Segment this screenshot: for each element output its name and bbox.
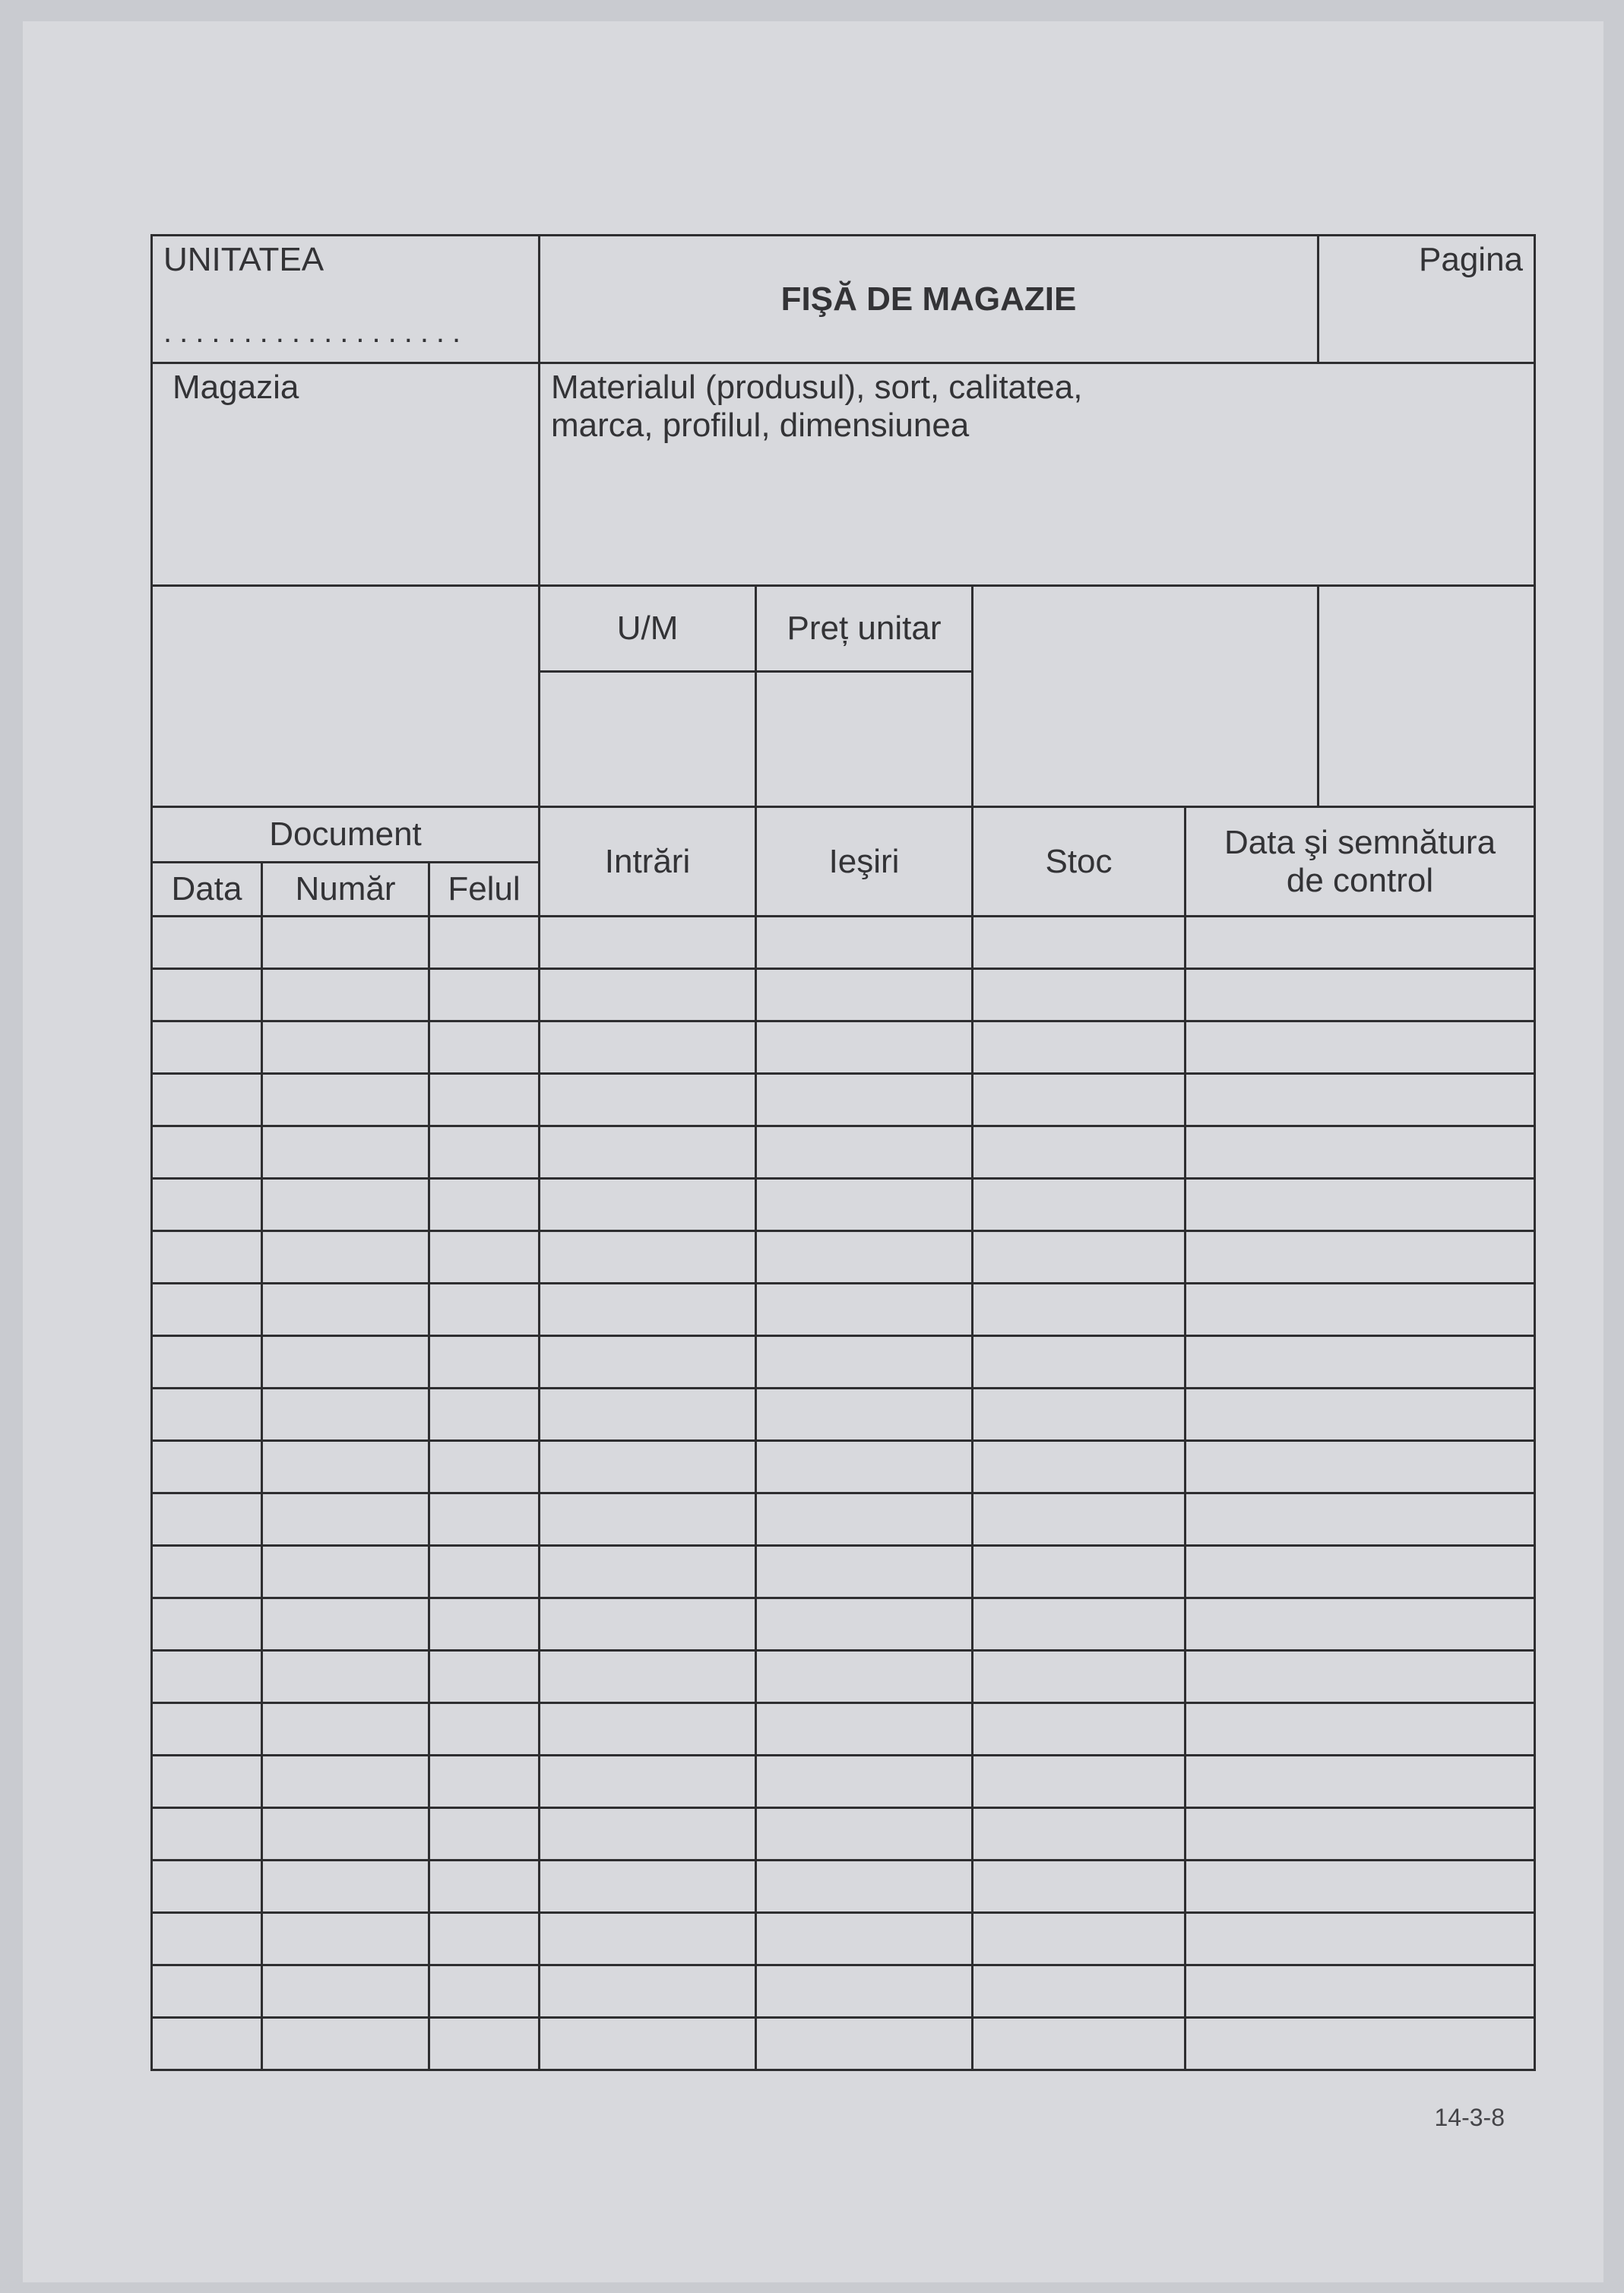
entry-number-cell[interactable] — [262, 1231, 429, 1284]
entry-stock-cell[interactable] — [973, 1546, 1186, 1598]
document-header: Document — [152, 807, 540, 863]
entry-out-cell[interactable] — [756, 1441, 973, 1493]
table-row — [152, 1126, 1535, 1179]
blank-cell-middle[interactable] — [973, 586, 1319, 807]
unit-cell[interactable] — [152, 236, 540, 363]
table-row — [152, 1546, 1535, 1598]
entry-type-cell[interactable] — [429, 1651, 540, 1703]
entry-number-cell[interactable] — [262, 1913, 429, 1965]
entry-stock-cell[interactable] — [973, 1074, 1186, 1126]
control-label-line2: de control — [1286, 861, 1434, 899]
entry-stock-cell[interactable] — [973, 1913, 1186, 1965]
entry-number-cell[interactable] — [262, 1074, 429, 1126]
warehouse-label: Magazia — [173, 369, 299, 406]
entry-type-cell[interactable] — [429, 1231, 540, 1284]
entry-in-cell[interactable] — [540, 1861, 756, 1913]
entry-out-cell[interactable] — [756, 1493, 973, 1546]
entry-type-cell[interactable] — [429, 1493, 540, 1546]
entry-date-cell[interactable] — [152, 2018, 262, 2070]
entry-control-cell[interactable] — [1186, 2018, 1535, 2070]
entry-date-cell[interactable] — [152, 1493, 262, 1546]
entry-stock-cell[interactable] — [973, 1179, 1186, 1231]
entry-stock-cell[interactable] — [973, 1231, 1186, 1284]
table-row — [152, 1861, 1535, 1913]
entry-stock-cell[interactable] — [973, 917, 1186, 969]
entry-type-cell[interactable] — [429, 917, 540, 969]
entry-out-cell[interactable] — [756, 1913, 973, 1965]
entry-in-cell[interactable] — [540, 2018, 756, 2070]
entry-date-cell[interactable] — [152, 1021, 262, 1074]
entry-in-cell[interactable] — [540, 1074, 756, 1126]
entry-control-cell[interactable] — [1186, 1284, 1535, 1336]
entry-type-cell[interactable] — [429, 2018, 540, 2070]
entry-number-cell[interactable] — [262, 1493, 429, 1546]
table-row — [152, 1284, 1535, 1336]
unit-price-value[interactable] — [756, 672, 973, 807]
entry-stock-cell[interactable] — [973, 2018, 1186, 2070]
table-row — [152, 1808, 1535, 1861]
entry-control-cell[interactable] — [1186, 969, 1535, 1021]
paper-sheet — [23, 21, 1603, 2282]
entry-number-cell[interactable] — [262, 1598, 429, 1651]
entry-date-cell[interactable] — [152, 1703, 262, 1756]
entry-type-cell[interactable] — [429, 1756, 540, 1808]
entry-control-cell[interactable] — [1186, 1493, 1535, 1546]
entry-date-cell[interactable] — [152, 1441, 262, 1493]
entry-in-cell[interactable] — [540, 1546, 756, 1598]
entry-stock-cell[interactable] — [973, 1965, 1186, 2018]
entry-stock-cell[interactable] — [973, 969, 1186, 1021]
entry-number-cell[interactable] — [262, 1703, 429, 1756]
entry-out-cell[interactable] — [756, 1389, 973, 1441]
entry-type-cell[interactable] — [429, 1913, 540, 1965]
table-row — [152, 1651, 1535, 1703]
entry-in-cell[interactable] — [540, 1336, 756, 1389]
out-header: Ieşiri — [756, 807, 973, 917]
entry-number-cell[interactable] — [262, 1861, 429, 1913]
entry-type-cell[interactable] — [429, 1126, 540, 1179]
entry-date-cell[interactable] — [152, 1389, 262, 1441]
form-title: FIŞĂ DE MAGAZIE — [540, 236, 1319, 363]
material-label-line2: marca, profilul, dimensiunea — [551, 407, 970, 444]
entry-out-cell[interactable] — [756, 1074, 973, 1126]
entry-type-cell[interactable] — [429, 1441, 540, 1493]
entry-number-cell[interactable] — [262, 1808, 429, 1861]
entry-control-cell[interactable] — [1186, 1074, 1535, 1126]
entry-number-cell[interactable] — [262, 1126, 429, 1179]
entry-in-cell[interactable] — [540, 969, 756, 1021]
entry-number-cell[interactable] — [262, 1441, 429, 1493]
blank-cell-left[interactable] — [152, 586, 540, 807]
entry-type-cell[interactable] — [429, 1861, 540, 1913]
entry-out-cell[interactable] — [756, 1808, 973, 1861]
entry-number-cell[interactable] — [262, 917, 429, 969]
entry-in-cell[interactable] — [540, 1598, 756, 1651]
table-row — [152, 1598, 1535, 1651]
entry-number-cell[interactable] — [262, 1179, 429, 1231]
entry-out-cell[interactable] — [756, 1598, 973, 1651]
entry-date-cell[interactable] — [152, 917, 262, 969]
entry-in-cell[interactable] — [540, 1389, 756, 1441]
entry-type-cell[interactable] — [429, 1074, 540, 1126]
entry-stock-cell[interactable] — [973, 1441, 1186, 1493]
entry-type-cell[interactable] — [429, 1336, 540, 1389]
entry-type-cell[interactable] — [429, 1703, 540, 1756]
entry-in-cell[interactable] — [540, 1913, 756, 1965]
entry-out-cell[interactable] — [756, 1284, 973, 1336]
table-row — [152, 1021, 1535, 1074]
entry-date-cell[interactable] — [152, 1336, 262, 1389]
entry-in-cell[interactable] — [540, 1231, 756, 1284]
entry-number-cell[interactable] — [262, 1389, 429, 1441]
entry-in-cell[interactable] — [540, 1808, 756, 1861]
table-row — [152, 1179, 1535, 1231]
entry-number-cell[interactable] — [262, 2018, 429, 2070]
entry-type-cell[interactable] — [429, 1284, 540, 1336]
warehouse-cell[interactable] — [152, 363, 540, 586]
entry-in-cell[interactable] — [540, 1493, 756, 1546]
entry-date-cell[interactable] — [152, 1756, 262, 1808]
entry-stock-cell[interactable] — [973, 1598, 1186, 1651]
entry-in-cell[interactable] — [540, 1756, 756, 1808]
um-header: U/M — [540, 586, 756, 672]
inventory-card-form — [150, 234, 1534, 2134]
entry-date-cell[interactable] — [152, 1965, 262, 2018]
entry-control-cell[interactable] — [1186, 1965, 1535, 2018]
entry-number-cell[interactable] — [262, 1756, 429, 1808]
doc-type-header: Felul — [429, 863, 540, 917]
entry-control-cell[interactable] — [1186, 1598, 1535, 1651]
entry-in-cell[interactable] — [540, 1965, 756, 2018]
page-label: Pagina — [1419, 241, 1524, 278]
entry-date-cell[interactable] — [152, 1913, 262, 1965]
entry-type-cell[interactable] — [429, 969, 540, 1021]
entry-out-cell[interactable] — [756, 1756, 973, 1808]
entry-date-cell[interactable] — [152, 1598, 262, 1651]
stock-header: Stoc — [973, 807, 1186, 917]
doc-number-header: Număr — [262, 863, 429, 917]
entry-date-cell[interactable] — [152, 1231, 262, 1284]
table-row — [152, 1074, 1535, 1126]
doc-date-header: Data — [152, 863, 262, 917]
entry-stock-cell[interactable] — [973, 1651, 1186, 1703]
entry-date-cell[interactable] — [152, 1861, 262, 1913]
entry-stock-cell[interactable] — [973, 1861, 1186, 1913]
entry-control-cell[interactable] — [1186, 1231, 1535, 1284]
um-value[interactable] — [540, 672, 756, 807]
entry-out-cell[interactable] — [756, 1703, 973, 1756]
entry-out-cell[interactable] — [756, 969, 973, 1021]
entry-control-cell[interactable] — [1186, 1703, 1535, 1756]
unit-label: UNITATEA — [163, 241, 324, 278]
table-row — [152, 1756, 1535, 1808]
table-row — [152, 969, 1535, 1021]
entry-in-cell[interactable] — [540, 917, 756, 969]
unit-price-header: Preț unitar — [756, 586, 973, 672]
entry-out-cell[interactable] — [756, 1861, 973, 1913]
entry-out-cell[interactable] — [756, 1965, 973, 2018]
entry-stock-cell[interactable] — [973, 1808, 1186, 1861]
table-row — [152, 1389, 1535, 1441]
entry-number-cell[interactable] — [262, 1965, 429, 2018]
entry-stock-cell[interactable] — [973, 1021, 1186, 1074]
entry-out-cell[interactable] — [756, 1546, 973, 1598]
entry-date-cell[interactable] — [152, 1808, 262, 1861]
entry-in-cell[interactable] — [540, 1126, 756, 1179]
control-header — [1186, 807, 1535, 917]
entry-control-cell[interactable] — [1186, 1336, 1535, 1389]
entry-control-cell[interactable] — [1186, 1808, 1535, 1861]
entry-out-cell[interactable] — [756, 917, 973, 969]
entry-control-cell[interactable] — [1186, 1126, 1535, 1179]
table-row — [152, 1441, 1535, 1493]
entry-out-cell[interactable] — [756, 1336, 973, 1389]
form-code: 14-3-8 — [1434, 2104, 1505, 2131]
form-table — [150, 234, 1536, 2071]
entry-out-cell[interactable] — [756, 1126, 973, 1179]
entry-date-cell[interactable] — [152, 1546, 262, 1598]
entry-type-cell[interactable] — [429, 1546, 540, 1598]
material-label-line1: Materialul (produsul), sort, calitatea, — [551, 369, 1083, 406]
entry-number-cell[interactable] — [262, 1021, 429, 1074]
control-label-line1: Data şi semnătura — [1224, 823, 1496, 861]
entry-type-cell[interactable] — [429, 1179, 540, 1231]
table-row — [152, 1493, 1535, 1546]
blank-cell-right[interactable] — [1319, 586, 1535, 807]
entry-stock-cell[interactable] — [973, 1126, 1186, 1179]
entry-date-cell[interactable] — [152, 1651, 262, 1703]
material-cell[interactable] — [540, 363, 1535, 586]
entry-date-cell[interactable] — [152, 1126, 262, 1179]
entry-number-cell[interactable] — [262, 969, 429, 1021]
entry-in-cell[interactable] — [540, 1651, 756, 1703]
table-row — [152, 1913, 1535, 1965]
entry-stock-cell[interactable] — [973, 1336, 1186, 1389]
entry-control-cell[interactable] — [1186, 1651, 1535, 1703]
entry-out-cell[interactable] — [756, 2018, 973, 2070]
table-row — [152, 1336, 1535, 1389]
entry-in-cell[interactable] — [540, 1021, 756, 1074]
entry-control-cell[interactable] — [1186, 1389, 1535, 1441]
entry-in-cell[interactable] — [540, 1179, 756, 1231]
table-row — [152, 2018, 1535, 2070]
entry-date-cell[interactable] — [152, 1284, 262, 1336]
entry-control-cell[interactable] — [1186, 1179, 1535, 1231]
entry-in-cell[interactable] — [540, 1441, 756, 1493]
entry-in-cell[interactable] — [540, 1284, 756, 1336]
entry-date-cell[interactable] — [152, 1179, 262, 1231]
entry-type-cell[interactable] — [429, 1021, 540, 1074]
entry-date-cell[interactable] — [152, 1074, 262, 1126]
entry-control-cell[interactable] — [1186, 1913, 1535, 1965]
table-row — [152, 1703, 1535, 1756]
table-row — [152, 1965, 1535, 2018]
entry-control-cell[interactable] — [1186, 1441, 1535, 1493]
entry-control-cell[interactable] — [1186, 1756, 1535, 1808]
entry-number-cell[interactable] — [262, 1546, 429, 1598]
entry-out-cell[interactable] — [756, 1651, 973, 1703]
entry-stock-cell[interactable] — [973, 1756, 1186, 1808]
entry-out-cell[interactable] — [756, 1179, 973, 1231]
table-row — [152, 1231, 1535, 1284]
entry-in-cell[interactable] — [540, 1703, 756, 1756]
entry-date-cell[interactable] — [152, 969, 262, 1021]
entry-control-cell[interactable] — [1186, 1546, 1535, 1598]
in-header: Intrări — [540, 807, 756, 917]
entry-stock-cell[interactable] — [973, 1493, 1186, 1546]
unit-dots: ................... — [163, 315, 469, 349]
table-row — [152, 917, 1535, 969]
entry-out-cell[interactable] — [756, 1021, 973, 1074]
entry-type-cell[interactable] — [429, 1965, 540, 2018]
entry-stock-cell[interactable] — [973, 1389, 1186, 1441]
entry-number-cell[interactable] — [262, 1284, 429, 1336]
entry-type-cell[interactable] — [429, 1598, 540, 1651]
entry-control-cell[interactable] — [1186, 1861, 1535, 1913]
entry-number-cell[interactable] — [262, 1336, 429, 1389]
entry-control-cell[interactable] — [1186, 1021, 1535, 1074]
entry-stock-cell[interactable] — [973, 1703, 1186, 1756]
entry-number-cell[interactable] — [262, 1651, 429, 1703]
entry-type-cell[interactable] — [429, 1389, 540, 1441]
page-cell[interactable] — [1319, 236, 1535, 363]
entry-type-cell[interactable] — [429, 1808, 540, 1861]
entry-control-cell[interactable] — [1186, 917, 1535, 969]
entry-stock-cell[interactable] — [973, 1284, 1186, 1336]
entry-out-cell[interactable] — [756, 1231, 973, 1284]
